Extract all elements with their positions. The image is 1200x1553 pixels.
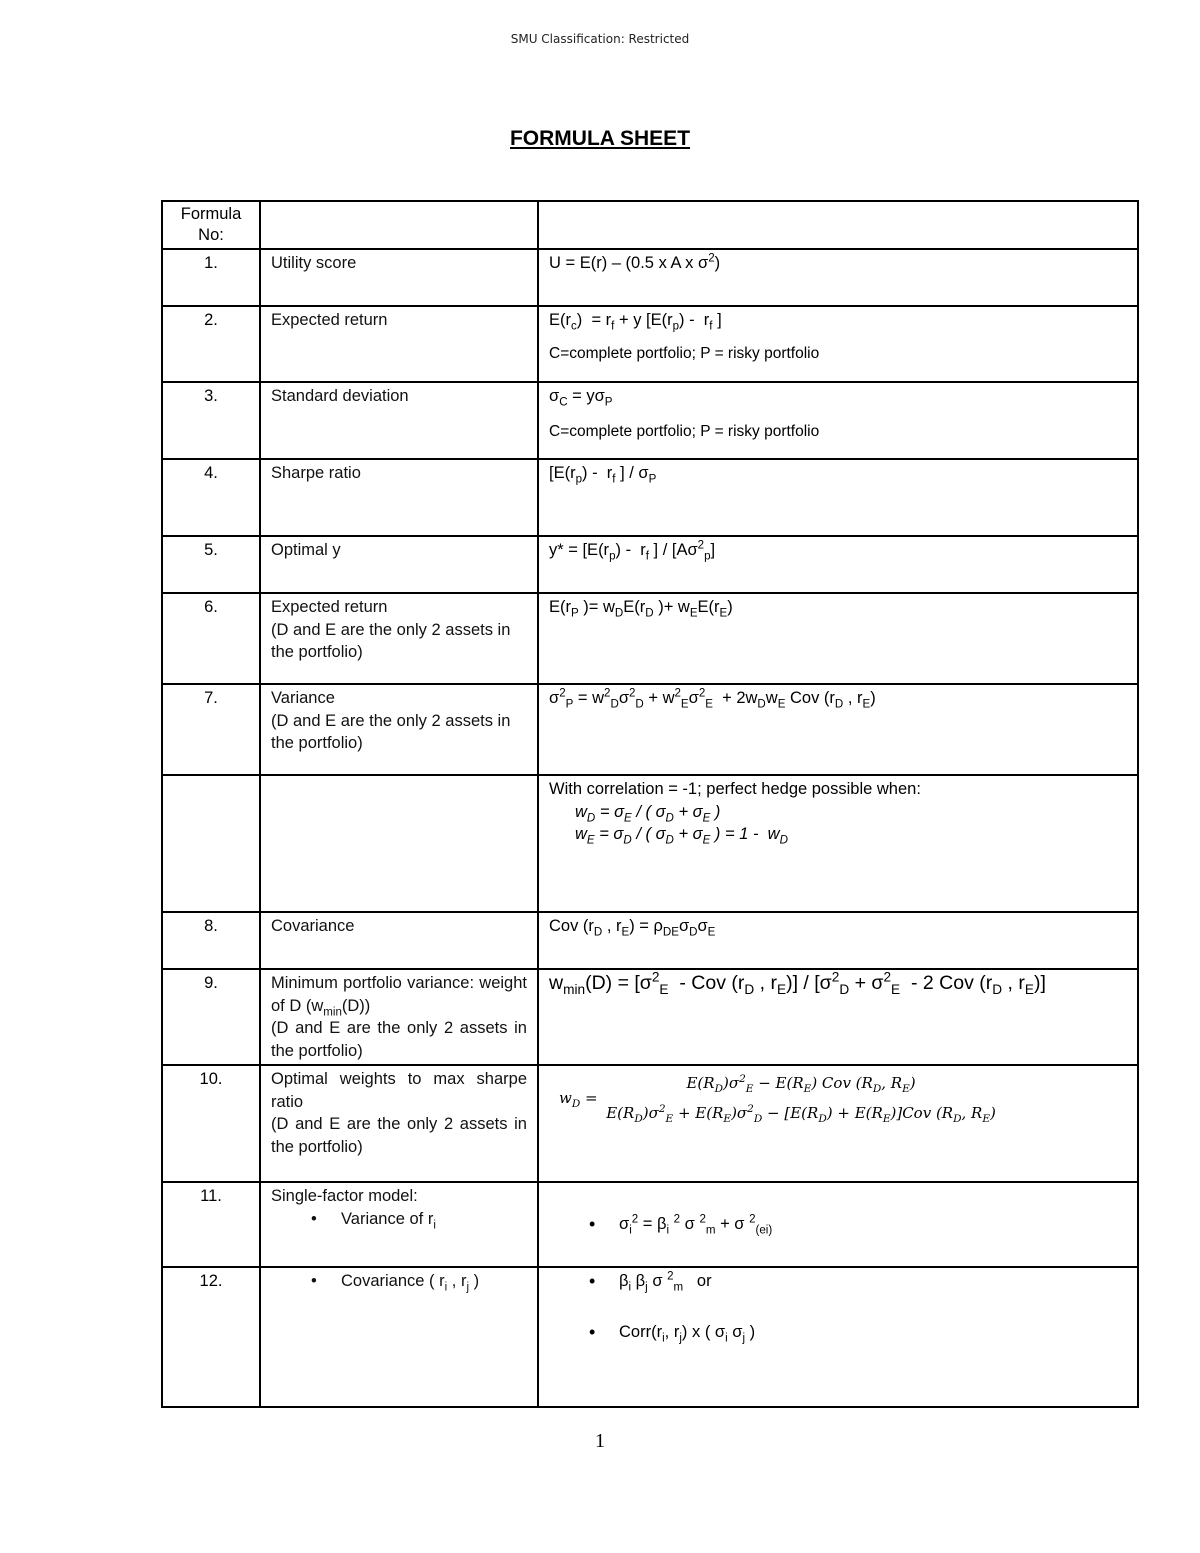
formula-expression: Cov ($r_D$ , $r_E) = \rho_{DE}\sigma_D\sigma_E$ [538,912,1138,969]
formula-bullet: • $\beta_i$ $\beta_j$ σ $^2_m$ or [549,1270,1127,1293]
formula-note: C=complete portfolio; P = risky portfolio [549,422,820,440]
formula-description [260,1065,538,1182]
table-row [162,536,1138,593]
formula-description [260,593,538,684]
table-row [162,459,1138,536]
table-row [162,1065,1138,1182]
formula-description: Optimal y [260,536,538,593]
formula-description: Sharpe ratio [260,459,538,536]
description-title: Expected return [271,598,388,616]
formula-expression: U = E(r) – (0.5 x A x $\sigma^2$) [538,249,1138,306]
formula-description: Standard deviation [260,382,538,459]
formula-note: C=complete portfolio; P = risky portfolio [549,344,820,362]
formula-number: 12. [162,1267,260,1407]
description-note: (D and E are the only 2 assets in the portfolio) [271,1115,527,1156]
formula-expression [538,775,1138,912]
formula-number: 10. [162,1065,260,1182]
formula-expression: $\sigma_C = y\sigma_P$ C=complete portfolio; P = risky portfolio [538,382,1138,459]
formula-expression [538,1065,1138,1182]
page-title: FORMULA SHEET [509,127,691,150]
formula-number [162,775,260,912]
formula-lhs: $w_D$ = [559,1088,598,1110]
formula-description [260,969,538,1065]
table-row [162,1267,1138,1407]
hedge-weight-e: $w_E = \sigma_D$ / ( $\sigma_D + \sigma_E$ ) = $1 - w_D$ [575,825,788,847]
classification-label: SMU Classification: Restricted [510,32,690,46]
table-row [162,684,1138,775]
description-bullet: • Variance of $r_i$ [271,1208,527,1231]
table-row [162,306,1138,382]
description-note: (D and E are the only 2 assets in the portfolio) [271,711,511,752]
formula-table [161,200,1139,1408]
formula-number: 2. [162,306,260,382]
description-bullet: • Covariance ( $r_i$ , $r_j$ ) [271,1270,527,1293]
table-row [162,1182,1138,1267]
page-number: 1 [595,1430,605,1452]
header-formula-no: Formula No: [162,201,260,249]
table-row [162,912,1138,969]
formula-description: Expected return [260,306,538,382]
table-row [162,775,1138,912]
formula-expression: $y* = [E(r_p) - r_f$ ] / $[A\sigma^2_p]$ [538,536,1138,593]
description-title: Optimal weights to max sharpe ratio [271,1070,527,1111]
formula-bullet: • $Corr(r_i$, $r_j$) x ( $\sigma_i$ $\sigma_j$ ) [549,1321,1127,1344]
description-title: Minimum portfolio variance: weight of D $(w_{min}(D))$ [271,974,527,1018]
formula-bullet: • $\sigma_i^2 = \beta_i$ $^2$ σ $^2_m$ + σ $^2_{(ei)}$ [549,1213,1127,1236]
table-row [162,249,1138,306]
hedge-weight-d: $w_D = \sigma_E$ / ( $\sigma_D + \sigma_E$ ) [575,802,721,824]
formula-number: 5. [162,536,260,593]
fraction [606,1068,996,1128]
formula-expression [538,1267,1138,1407]
formula-number: 7. [162,684,260,775]
hedge-condition: With correlation = -1; perfect hedge possible when: [549,780,921,798]
formula-number: 4. [162,459,260,536]
fraction-numerator: $E(R_D)\sigma^2_E - E(R_E)$ Cov ($R_D$, $R_E$) [686,1073,916,1095]
description-title: Single-factor model: [271,1187,418,1205]
table-header-row [162,201,1138,249]
formula-expression: $E(r_c) = r_f + y$ [$E(r_p) - r_f$ ] C=complete portfolio; P = risky portfolio [538,306,1138,382]
formula-description: Utility score [260,249,538,306]
formula-number: 3. [162,382,260,459]
header-description [260,201,538,249]
formula-expression [538,1182,1138,1267]
formula-number: 1. [162,249,260,306]
description-title: Variance [271,689,335,707]
description-note: (D and E are the only 2 assets in the portfolio) [271,1019,527,1060]
table-row [162,969,1138,1065]
formula-expression: $w_{min}(D) = [\sigma^2_E$ - Cov ($r_D$ , $r_E)] / [\sigma^2_D + \sigma^2_E - 2$ Cov ($r_D$ , $r_E$)] [538,969,1138,1065]
formula-number: 11. [162,1182,260,1267]
formula-description [260,684,538,775]
table-row [162,382,1138,459]
formula-number: 8. [162,912,260,969]
formula-expression: $E(r_P$ )= $w_DE(r_D$ )+ $w_EE(r_E)$ [538,593,1138,684]
header-formula [538,201,1138,249]
formula-number: 9. [162,969,260,1065]
formula-description [260,1182,538,1267]
formula-description: Covariance [260,912,538,969]
formula-description [260,775,538,912]
fraction-denominator: $E(R_D)\sigma^2_E + E(R_E)\sigma^2_D - [E(R_D) + E(R_E)]Cov$ ($R_D$, $R_E$) [606,1103,996,1125]
table-row [162,593,1138,684]
formula-expression: [$E(r_p) - r_f$ ] / $\sigma_P$ [538,459,1138,536]
formula-expression: $\sigma^2_P = w^2_D\sigma^2_D + w^2_E\sigma^2_E + 2w_Dw_E$ Cov ($r_D$ , $r_E$) [538,684,1138,775]
formula-description [260,1267,538,1407]
description-note: (D and E are the only 2 assets in the portfolio) [271,620,511,661]
formula-number: 6. [162,593,260,684]
